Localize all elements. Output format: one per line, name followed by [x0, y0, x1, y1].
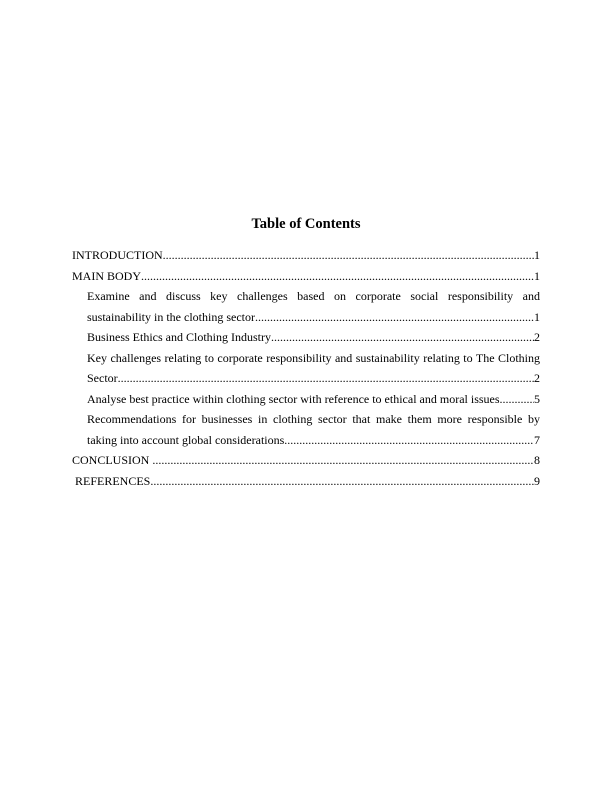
toc-entry-text-line1: Recommendations for businesses in clothing sector that make them more responsible by [87, 412, 540, 426]
dot-leader [118, 368, 534, 389]
table-of-contents [72, 245, 540, 491]
toc-entry-text: CONCLUSION [72, 453, 153, 467]
toc-page-number: 5 [534, 391, 540, 406]
dot-leader [150, 471, 534, 492]
toc-entry-text: Business Ethics and Clothing Industry [87, 330, 271, 344]
toc-entry-best-practice[interactable] [87, 389, 540, 410]
dot-leader [141, 266, 534, 287]
toc-page-number: 1 [534, 309, 540, 324]
dot-leader [271, 327, 534, 348]
toc-entry-main-body[interactable] [72, 266, 540, 287]
toc-page-number: 7 [534, 432, 540, 447]
toc-entry-introduction[interactable] [72, 245, 540, 266]
dot-leader [500, 389, 534, 410]
toc-entry-recommendations[interactable] [87, 409, 540, 450]
toc-entry-business-ethics[interactable] [87, 327, 540, 348]
toc-title: Table of Contents [251, 216, 361, 232]
toc-page-number: 1 [534, 248, 540, 262]
toc-entry-challenges-csr[interactable] [87, 286, 540, 327]
toc-entry-references[interactable] [75, 471, 540, 492]
toc-page-number: 9 [534, 473, 540, 488]
toc-entry-text: taking into account global considerations [87, 432, 285, 447]
toc-entry-conclusion[interactable] [72, 450, 540, 471]
toc-entry-text: MAIN BODY [72, 268, 141, 283]
toc-entry-text: Analyse best practice within clothing sector with reference to ethical and moral issues [87, 391, 500, 406]
dot-leader [163, 245, 534, 266]
toc-entry-text-line1: Examine and discuss key challenges based on corporate social responsibility and [87, 289, 540, 303]
dot-leader [152, 450, 534, 471]
toc-page-number: 2 [534, 371, 540, 385]
toc-entry-text-line1: Key challenges relating to corporate responsibility and sustainability relating to The Clothing [87, 350, 540, 365]
toc-page-number: 8 [534, 453, 540, 467]
dot-leader [284, 430, 534, 451]
toc-entry-text: REFERENCES [75, 473, 151, 488]
toc-entry-text: sustainability in the clothing sector [87, 309, 255, 324]
dot-leader [255, 307, 534, 328]
toc-entry-key-challenges[interactable] [87, 348, 540, 389]
toc-page-number: 1 [534, 268, 540, 283]
toc-entry-text: INTRODUCTION [72, 248, 163, 262]
toc-entry-text: Sector [87, 371, 118, 385]
toc-page-number: 2 [534, 330, 540, 344]
